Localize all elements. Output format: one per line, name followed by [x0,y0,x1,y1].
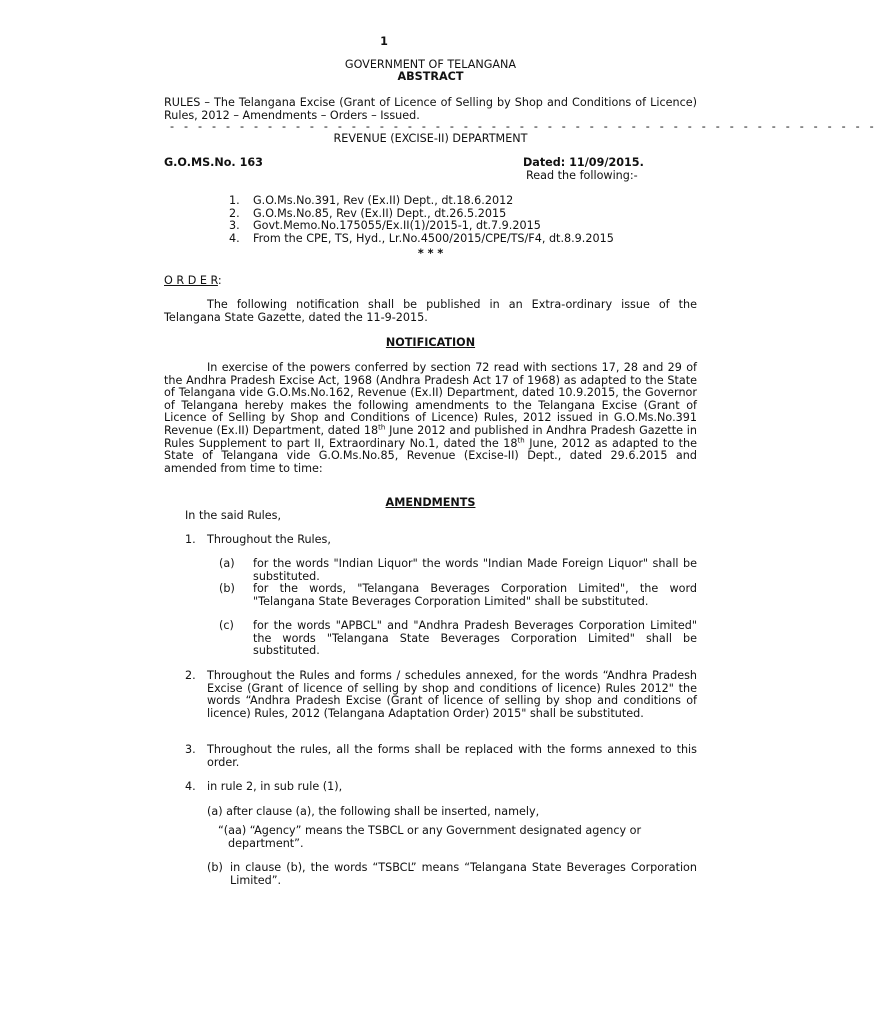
reference-item: 2. G.O.Ms.No.85, Rev (Ex.II) Dept., dt.26.5.2015 [229,206,507,220]
reference-item: 3. Govt.Memo.No.175055/Ex.II(1)/2015-1, dt.7.9.2015 [229,219,541,233]
notification-paragraph: In exercise of the powers conferred by section 72 read with sections 17, 28 and 29 of the Andhra Pradesh Excise Act, 1968 (Andhra Pradesh Act 17 of 1968) as adapted to the State of Telangana vide G.O.Ms.No.162, Revenue (Ex.II) Department, dated 10.9.2015, the Governor of Telangana hereby makes the following amendments to the Telangana Excise (Grant of Licence of Selling by Shop and Conditions of Licence) Rules, 2012 issued in G.O.Ms.No.391 Revenue (Ex.II) Department, dated 18th June 2012 and published in Andhra Pradesh Gazette in Rules Supplement to part II, Extraordinary No.1, dated the 18th June, 2012 as adapted to the State of Telangana vide G.O.Ms.No.85, Revenue (Excise-II) Dept., dated 29.6.2015 and amended from time to time: [164,361,697,475]
clause-c: (c) for the words "APBCL" and "Andhra Pradesh Beverages Corporation Limited" the words "Telangana State Beverages Corporation Limited" shall be substituted. [219,619,697,658]
clause-b: (b) for the words, "Telangana Beverages Corporation Limited", the word "Telangana State Beverages Corporation Limited" shall be substituted. [219,582,697,608]
reference-item: 4. From the CPE, TS, Hyd., Lr.No.4500/2015/CPE/TS/F4, dt.8.9.2015 [229,231,614,245]
department-heading: REVENUE (EXCISE-II) DEPARTMENT [333,132,528,145]
read-following-label: Read the following:- [526,169,638,182]
agency-definition-quote: “(aa) “Agency” means the TSBCL or any Government designated agency or department”. [218,824,642,850]
amendment-item-2: 2. Throughout the Rules and forms / schedules annexed, for the words “Andhra Pradesh Excise (Grant of licence of selling by shop and conditions of licence) Rules 2012" the words “Andhra Pradesh Excise (Grant of licence of selling by shop and conditions of licence) Rules, 2012 (Telangana Adaptation Order) 2015" shall be substituted. [185,669,697,720]
clause-a: (a) for the words "Indian Liquor" the words "Indian Made Foreign Liquor" shall be substituted. [219,557,697,583]
reference-item: 1. G.O.Ms.No.391, Rev (Ex.II) Dept., dt.18.6.2012 [229,194,514,207]
item4-clause-b: (b) in clause (b), the words “TSBCL” means “Telangana State Beverages Corporation Limited”. [207,861,697,887]
item4-clause-a: (a) after clause (a), the following shall be inserted, namely, [207,805,540,818]
go-number: G.O.MS.No. 163 [164,156,263,169]
subject-text: RULES – The Telangana Excise (Grant of Licence of Selling by Shop and Conditions of Licence) Rules, 2012 – Amendments – Orders – Issued. [164,96,697,122]
stars-divider: * * * [417,247,444,260]
amendment-item-1: 1. Throughout the Rules, [185,533,331,546]
page-number: 1 [380,35,388,48]
order-text: The following notification shall be published in an Extra-ordinary issue of the Telangana State Gazette, dated the 11-9-2015. [164,298,697,324]
separator-line: - - - - - - - - - - - - - - - - - - - - - - - - - - - - - - - - - - - - - - - - - - - - - - - - - - - [170,120,877,133]
order-date: Dated: 11/09/2015. [523,156,644,169]
amendment-item-3: 3. Throughout the rules, all the forms shall be replaced with the forms annexed to this order. [185,743,697,769]
in-said-rules: In the said Rules, [185,509,282,522]
order-heading: O R D E R: [164,274,222,287]
notification-heading: NOTIFICATION [385,336,476,349]
amendment-item-4: 4. in rule 2, in sub rule (1), [185,780,343,793]
amendments-heading: AMENDMENTS [385,496,476,509]
abstract-heading: ABSTRACT [397,70,464,83]
government-heading: GOVERNMENT OF TELANGANA [344,58,517,71]
references-list [229,195,689,245]
